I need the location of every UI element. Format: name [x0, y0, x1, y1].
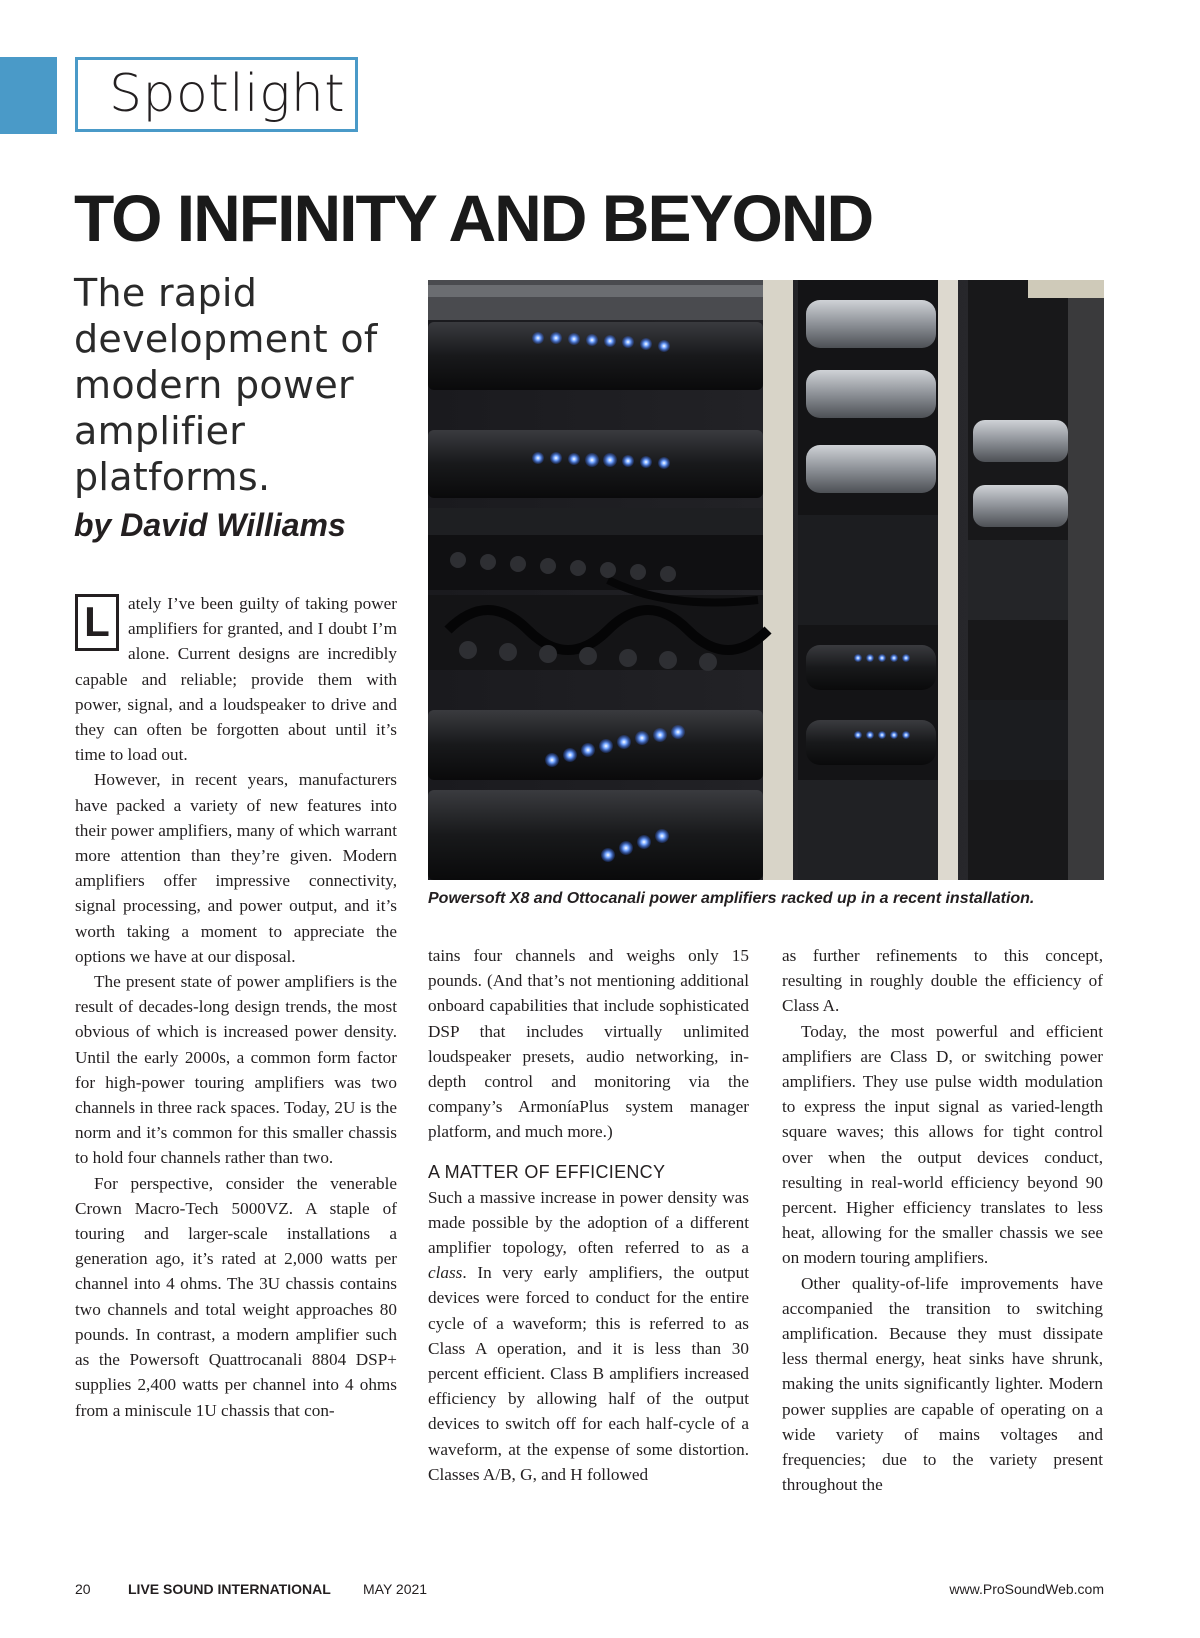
website-url: www.ProSoundWeb.com	[949, 1581, 1104, 1597]
deck: The rapid development of modern power amplifier platforms.	[74, 271, 378, 499]
section-label: Spotlight	[75, 57, 358, 132]
body-column-3	[782, 943, 1103, 1497]
body-column-2	[428, 943, 749, 1487]
body-paragraph: Today, the most powerful and efficient amplifiers are Class D, or switching power amplifiers. They use pulse width modulation to express the input signal as varied-length square waves; this allows for tight control over when the output devices conduct, resulting in real-world efficiency beyond 90 percent. Higher efficiency translates to less heat, allowing for the smaller chassis we see on modern touring amplifiers.	[782, 1021, 1103, 1268]
body-paragraph: Such a massive increase in power density was made possible by the adoption of a different amplifier topology, often referred to as a class. In very early amplifiers, the output devices were forced to conduct for the entire cycle of a waveform; this is referred to as Class A operation, and it is less than 30 percent efficient. Class B amplifiers increased efficiency by allowing half of the output devices to switch off for each half-cycle of a waveform, at the expense of some distortion. Classes A/B, G, and H followed	[428, 1187, 749, 1484]
page-footer	[75, 1581, 1104, 1603]
magazine-name: LIVE SOUND INTERNATIONAL	[128, 1581, 331, 1597]
body-paragraph: as further refinements to this concept, resulting in roughly double the efficiency of Class A.	[782, 946, 1103, 1016]
amplifier-rack-photo	[428, 280, 1104, 880]
body-column-1	[75, 591, 397, 1423]
drop-cap: L	[75, 594, 119, 651]
body-paragraph: tains four channels and weighs only 15 pounds. (And that’s not mentioning additional onboard capabilities that include sophisticated DSP that includes virtually unlimited loudspeaker presets, audio networking, in-depth control and monitoring via the company’s ArmoníaPlus system manager platform, and much more.)	[428, 946, 749, 1142]
body-paragraph: Other quality-of-life improvements have accompanied the transition to switching amplification. Because they must dissipate less thermal energy, heat sinks have shrunk, making the units significantly lighter. Modern power supplies are capable of operating on a wide variety of mains voltages and frequencies; due to the variety present throughout the	[782, 1273, 1103, 1495]
body-paragraph: L ately I’ve been guilty of taking power amplifiers for granted, and I doubt I’m alone. Current designs are incredibly capable and reliable; provide them with power, signal, and a loudspeaker to drive and they can often be forgotten about until it’s time to load out.	[75, 594, 397, 765]
section-accent-bar	[0, 57, 57, 134]
photo-caption: Powersoft X8 and Ottocanali power amplifiers racked up in a recent installation.	[428, 890, 1035, 907]
page-number: 20	[75, 1581, 91, 1597]
body-paragraph: However, in recent years, manufacturers have packed a variety of new features into their power amplifiers, many of which warrant more attention than they’re given. Modern amplifiers offer impressive connectivity, signal processing, and power output, and it’s worth taking a moment to appreciate the options we have at our disposal.	[75, 770, 397, 966]
issue-date: MAY 2021	[363, 1581, 428, 1597]
body-paragraph: For perspective, consider the venerable Crown Macro-Tech 5000VZ. A staple of touring and larger-scale installations a generation ago, it’s rated at 2,000 watts per channel into 4 ohms. The 3U chassis contains two channels and total weight approaches 80 pounds. In contrast, a modern amplifier such as the Powersoft Quattrocanali 8804 DSP+ supplies 2,400 watts per channel into 4 ohms from a miniscule 1U chassis that con-	[75, 1173, 397, 1420]
body-paragraph: The present state of power amplifiers is the result of decades-long design trends, the most obvious of which is increased power density. Until the early 2000s, a common form factor for high-power touring amplifiers was two channels in three rack spaces. Today, 2U is the norm and it’s common for this smaller chassis to hold four channels rather than two.	[75, 972, 397, 1168]
headline: TO INFINITY AND BEYOND	[74, 181, 873, 255]
section-subhead: A MATTER OF EFFICIENCY	[428, 1161, 666, 1182]
byline: by David Williams	[74, 507, 346, 543]
